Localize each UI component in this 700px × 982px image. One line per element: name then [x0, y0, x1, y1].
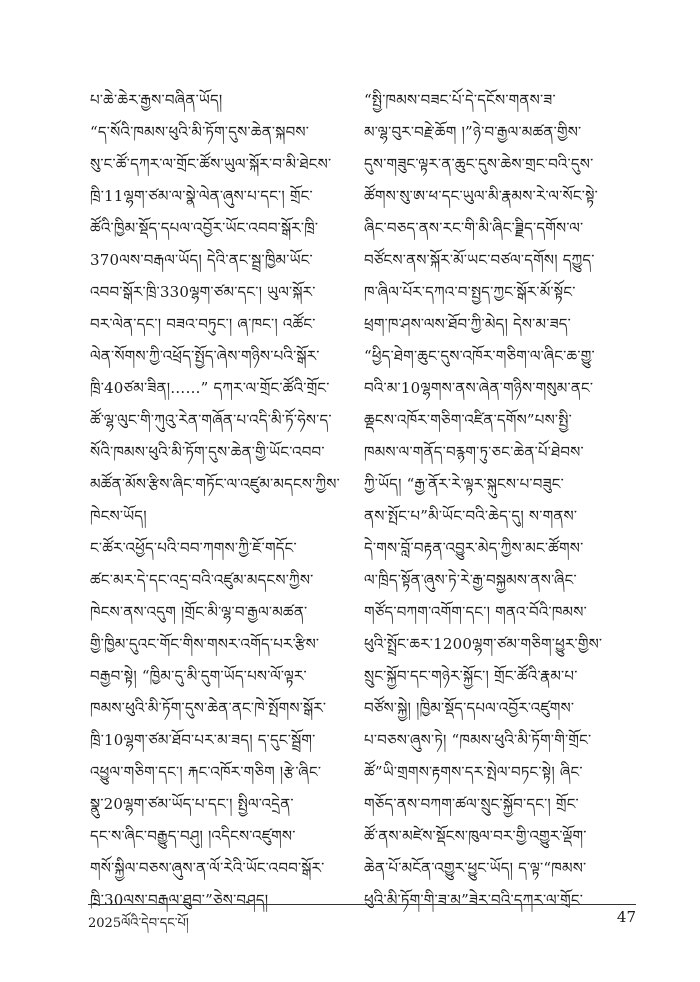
text-line: སྲུང་སྐྱོབ་དང་གཉེར་སྐྱོང་། གྲོང་ཚོའི་རྣམ་པ་: [364, 667, 578, 685]
text-line: སུ་ང་ཚོ་དཀར་ལ་གྲོང་ཚོས་ཡུལ་སྐོར་བ་མི་ཐེངས་: [90, 155, 332, 173]
text-line: ཚོགས་སུ་ཨ་ཕ་དང་ཡུལ་མི་རྣམས་རེ་ལ་སོང་སྟེ་: [364, 187, 599, 205]
text-line: ཚང་མར་དེ་དང་འདྲ་བའི་འཛུམ་མདངས་ཀྱིས་: [90, 571, 314, 589]
text-line: ཆྡངས་འཁོར་གཅིག་འཛིན་དགོས”པས་སྤྱི་: [364, 411, 572, 429]
text-line: གྱི་ཁྱིམ་དུའང་གོང་གིས་གསར་འགོད་པར་རྩིས་: [90, 635, 320, 653]
text-line: བའི་མ་10ལྷགས་ནས་ཞེན་གཉིས་གསུམ་ནང་: [364, 379, 594, 397]
text-line: དེ་གས་བློ་བརྟན་འབྱུར་མེད་ཀྱིས་མང་ཚོགས་: [364, 539, 584, 557]
text-line: ཚོ་ལྷ་ལུང་གི་ཀུའུ་རེན་གཞོན་པ་འདི་མི་ཏོ་ཧེས་ད་: [90, 411, 332, 429]
text-line: ཁེངས་ནས་འདུག །གྲོང་མི་ལྷ་བ་རྒྱལ་མཚན་: [90, 603, 308, 621]
text-line: ཁྲི་11ལྷག་ཙམ་ལ་སྣེ་ལེན་ཞུས་པ་དང་། གྲོང་: [90, 187, 313, 205]
text-line: གཙོད་བཀག་འགོག་དང་། གནའ་བོའི་ཁམས་: [364, 603, 587, 621]
text-line: ཕྲག་ཁ་ཤས་ལས་ཐོབ་ཀྱི་མེད། དེས་མ་ཟད་: [364, 315, 572, 333]
text-line: བར་ལེན་དང་། བཟའ་བཏུང་། ཞ་ཁང་། འཚོང་: [90, 315, 316, 333]
text-line: འཕྱུལ་གཅིག་དང་། རྐང་འཁོར་གཅིག །རྩེ་ཞིང་: [90, 763, 322, 781]
text-line: “ཕྱིད་ཐེག་ཆུང་དུས་འཁོར་གཅིག་ལ་ཞིང་ཆ་གྱུ་: [364, 347, 595, 365]
text-line: ཚོ་ནས་མཛེས་སྡོངས་ཁུལ་བར་གྱི་འགྱུར་ལྡོག་: [364, 827, 587, 845]
text-line: ཆེན་པོ་མངོན་འགྱུར་ཕྱུང་ཡོད། ད་ལྟ་“ཁམས་: [364, 859, 587, 877]
text-line: བརྒྱབ་སྟེ། “ཁྱིམ་དུ་མི་དུག་ཡོད་པས་ལོ་ལྟར་: [90, 667, 307, 685]
text-line: པ་ཆེ་ཆེར་རྒྱས་བཞིན་ཡོད།: [90, 91, 223, 109]
text-line: 370ལས་བརྒལ་ཡོད། དེའི་ནང་སྦྲ་ཁྱིམ་ཡོང་: [90, 251, 313, 269]
text-line: མ་ལྷ་བུར་བརྗེ་ཆོག །”ཉེ་བ་རྒྱལ་མཚན་གྱིས་: [364, 123, 582, 141]
text-line: ནས་སྤོང་པ”མི་ཡོང་བའི་ཆེད་དུ། ས་གནས་: [364, 507, 578, 525]
text-line: ལེན་སོགས་ཀྱི་འཕྲོད་སྤྱོད་ཞེས་གཉིས་པའི་སྒོར་: [90, 347, 320, 365]
text-line: དུས་གཟུང་ལྟར་ན་ཆུང་དུས་ཆེས་གྲང་བའི་དུས་: [364, 155, 594, 173]
text-line: བཙོངས་ནས་སྐོར་མོ་ཡང་བཙལ་དགོས། དཀྱུད་: [364, 251, 595, 269]
text-line: ཁྲི་30ལས་བརྒལ་ཐུབ་”ཅེས་བཤད།: [90, 891, 269, 909]
text-line: “སྤྱི་ཁམས་བཟང་པོ་དེ་དངོས་གནས་ཟ་: [364, 91, 556, 109]
text-line: ཀྱི་ཡོད། “རྒྱ་ནོར་རེ་ལྟར་སྐུངས་པ་བཟུང་: [364, 475, 564, 493]
footer-divider: [88, 904, 636, 905]
text-line: ཕུའི་སྤྲོང་ཆར་1200ལྷག་ཙམ་གཅིག་ཕྱུར་གྱིས་: [364, 635, 603, 653]
page-number: 47: [616, 908, 636, 926]
text-line: ཁམས་ཕུའི་མི་ཏོག་དུས་ཆེན་ནང་ཁེ་སྤོགས་སྒོར་: [90, 699, 327, 717]
text-line: གཅོད་ནས་བཀག་ཚལ་སྲུང་སྐྱོབ་དང་། གྲོང་: [364, 795, 579, 813]
text-line: ཕུའི་མི་ཏོག་གི་ཟ་མ”ཟེར་བའི་དཀར་ལ་གྲོང་: [364, 891, 584, 909]
text-line: སྣུ་20ལྷག་ཙམ་ཡོད་པ་དང་། སྤྱིལ་འདྲེན་: [90, 795, 294, 813]
text-line: བཙོས་སྐྱེ། །ཁྱིམ་སྡོད་དཔལ་འབྱོར་འཛུགས་: [364, 699, 575, 717]
text-line: ཁེངས་ཡོད།: [90, 507, 147, 525]
text-line: ཚོ”ཡི་གྲགས་རྟགས་དར་སྤེལ་བཏང་སྟེ། ཞིང་: [364, 763, 583, 781]
text-line: འབབ་སྒོར་ཁྲི་330ལྷག་ཙམ་དང་། ཡུལ་སྐོར་: [90, 283, 316, 301]
text-line: གསོ་སྐྱིལ་བཅས་ཞུས་ན་ལོ་རེའི་ཡོང་འབབ་སྒོར་: [90, 859, 325, 877]
text-line: ཁ་ཞིལ་པོར་དཀའ་བ་སྤྱད་ཀྱང་སྒོར་མོ་སྟོང་: [364, 283, 576, 301]
text-line: ཚོའི་ཁྱིམ་སྡོད་དཔལ་འབྱོར་ཡོང་འབབ་སྒོར་ཁྲི་: [90, 219, 319, 237]
text-line: “ད་སོའི་ཁམས་ཕུའི་མི་ཏོག་དུས་ཆེན་སྐབས་: [90, 123, 310, 141]
text-line: ཁྲི་10ལྷག་ཙམ་ཐོབ་པར་མ་ཟད། ད་དུང་སྦྲོག་: [90, 731, 316, 749]
text-line: ཁྲི་40ཙམ་ཟིན།……” དཀར་ལ་གྲོང་ཚོའི་གྲོང་: [90, 379, 330, 397]
issue-label: 2025ལོའི་དེབ་དང་པོ།: [88, 916, 189, 931]
left-text-column: [90, 84, 371, 916]
text-line: ང་ཚོར་འཕྱོད་པའི་བབ་ཀགས་ཀྱི་ཇོ་གདོང་: [90, 539, 297, 557]
text-line: དང་ས་ཞིང་བརྒྱུད་བཤུ། །འདིངས་འཛུགས་: [90, 827, 296, 845]
text-line: ལ་ཁྲིད་སྟོན་ཞུས་ཏེ་རེ་རྒྱ་བསྐྱམས་ནས་ཞིང་: [364, 571, 577, 589]
text-line: ཁམས་ལ་གནོད་བརྙག་ཏུ་ཅང་ཆེན་པོ་ཐེབས་: [364, 443, 584, 461]
text-line: སོའི་ཁམས་ཕུའི་མི་ཏོག་དུས་ཆེན་གྱི་ཡོང་འབབ་: [90, 443, 325, 461]
text-line: ཞིང་བཅད་ནས་རང་གི་མི་ཞིང་ཟྗིད་དགོས་ལ་: [364, 219, 584, 237]
text-line: པ་བཅས་ཞུས་ཏེ། “ཁམས་ཕུའི་མི་ཏོག་གི་གྲོང་: [364, 731, 592, 749]
right-text-column: [364, 84, 645, 916]
text-line: མཚོན་མོས་རྩིས་ཞིང་གཏོང་ལ་འཛུམ་མདངས་ཀྱིས་: [90, 475, 340, 493]
